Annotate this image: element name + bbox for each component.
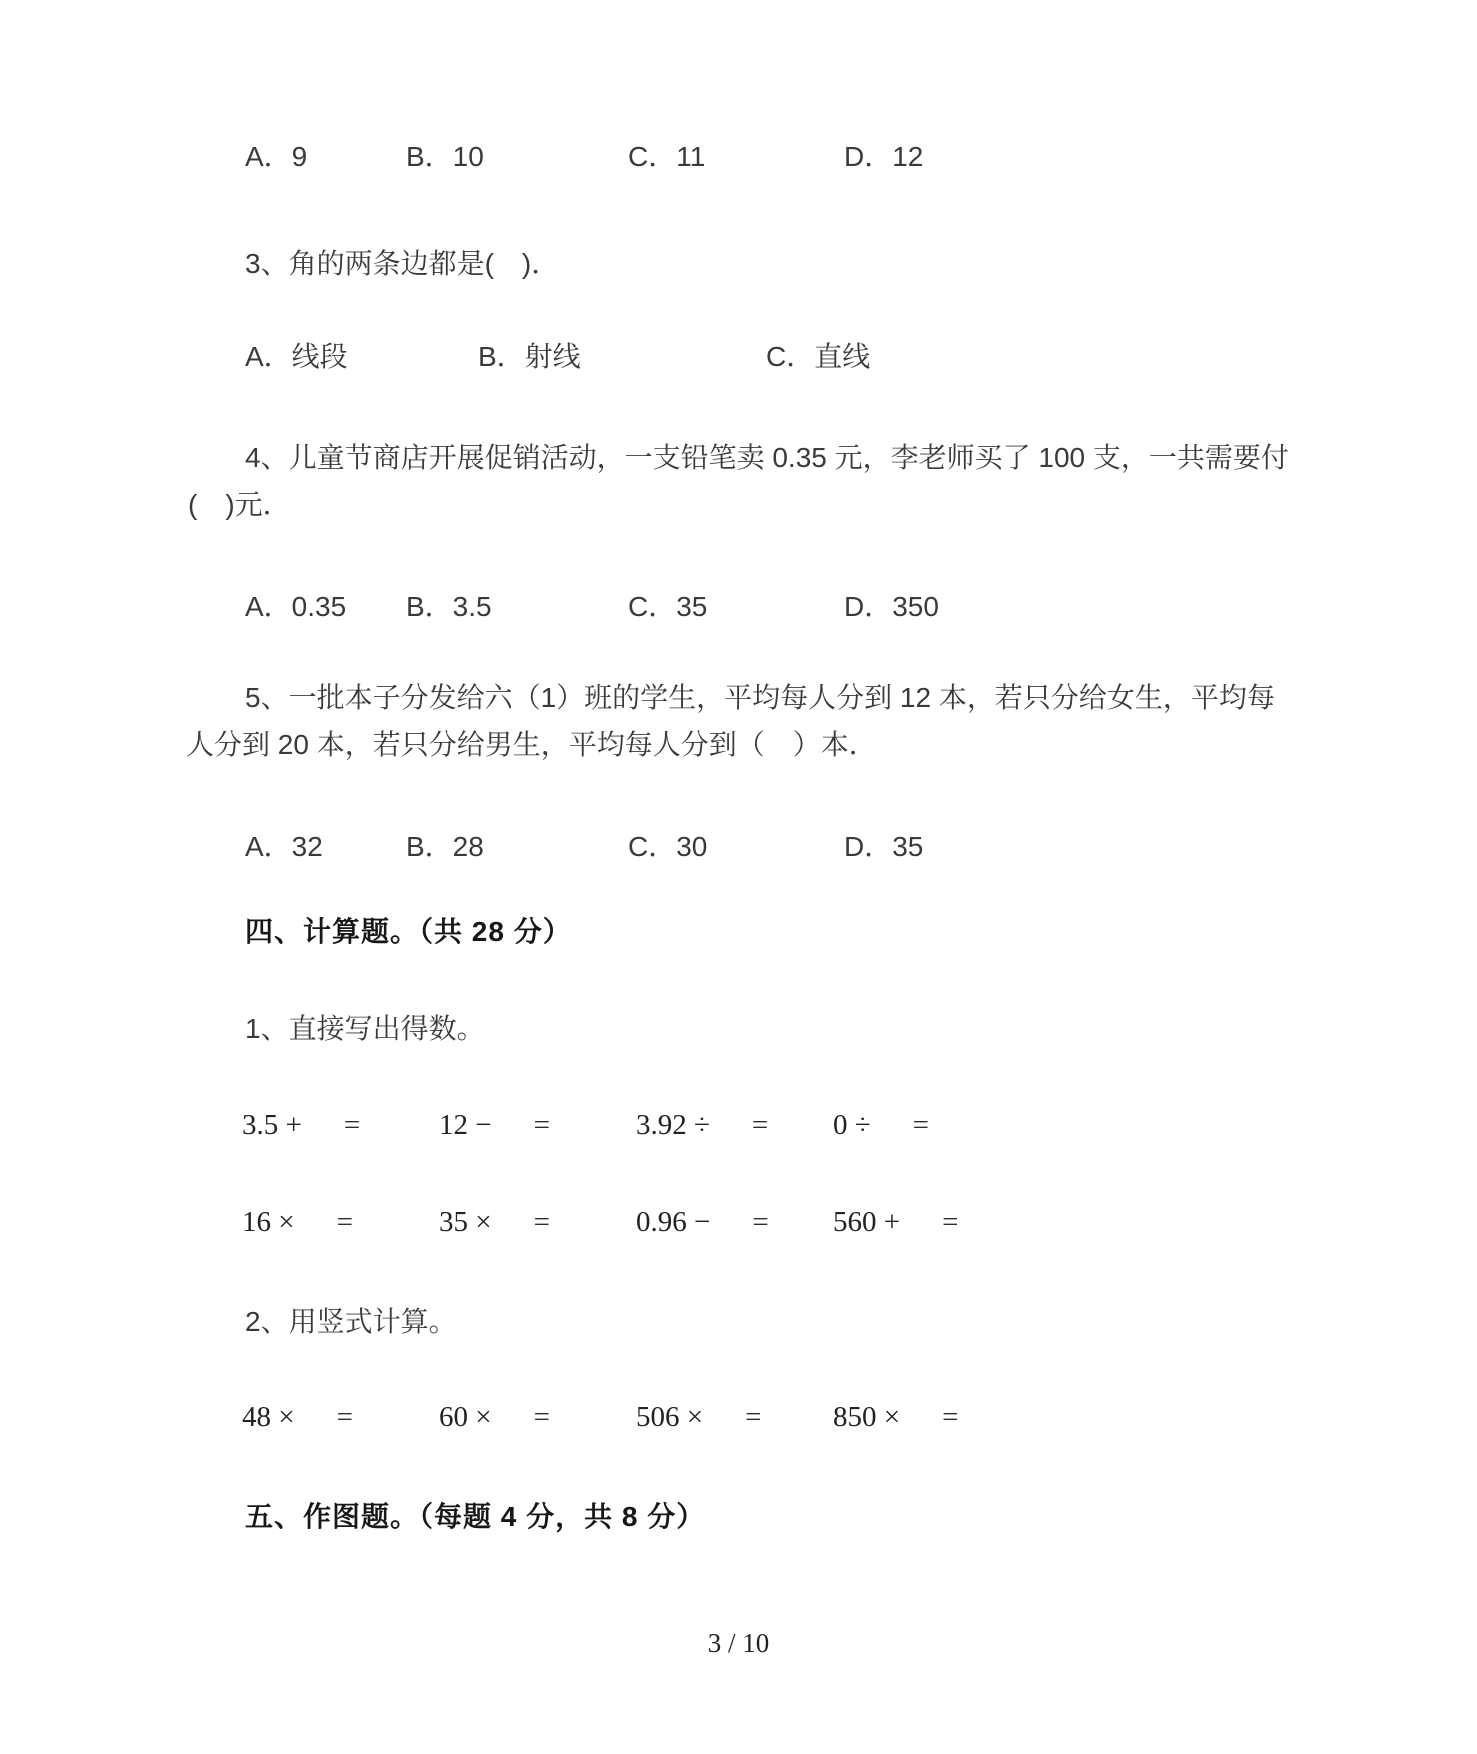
question3-text: 3、角的两条边都是( )． bbox=[245, 248, 560, 279]
equals-sign: = bbox=[912, 1109, 930, 1141]
math-expression bbox=[636, 1400, 833, 1434]
math-expression bbox=[833, 1108, 929, 1142]
q5-option-b: B．28 bbox=[406, 831, 484, 862]
q4-option-b: B．3.5 bbox=[406, 591, 492, 622]
equals-sign: = bbox=[343, 1109, 361, 1141]
expression-lhs: 48 × bbox=[242, 1401, 295, 1433]
q4-option-a: A．0.35 bbox=[245, 591, 347, 622]
math-expression bbox=[636, 1205, 833, 1239]
equals-sign: = bbox=[752, 1206, 769, 1238]
math-expression bbox=[242, 1400, 439, 1434]
equals-sign: = bbox=[942, 1206, 959, 1238]
direct-calc-row-2 bbox=[242, 1205, 958, 1239]
section4-sub2-title: 2、用竖式计算。 bbox=[245, 1306, 457, 1337]
math-expression bbox=[833, 1205, 958, 1239]
equals-sign: = bbox=[533, 1401, 550, 1433]
math-expression bbox=[439, 1400, 636, 1434]
math-expression bbox=[242, 1205, 439, 1239]
q2-option-a: A．9 bbox=[245, 141, 308, 172]
q5-option-a: A．32 bbox=[245, 831, 323, 862]
q3-option-b: B．射线 bbox=[478, 341, 581, 372]
q5-option-d: D．35 bbox=[844, 831, 924, 862]
expression-lhs: 0.96 − bbox=[636, 1206, 711, 1238]
q2-option-d: D．12 bbox=[844, 141, 924, 172]
section4-sub1-title: 1、直接写出得数。 bbox=[245, 1013, 485, 1044]
equals-sign: = bbox=[336, 1401, 353, 1433]
vertical-calc-row bbox=[242, 1400, 958, 1434]
q3-option-c: C．直线 bbox=[766, 341, 871, 372]
expression-lhs: 3.5 + bbox=[242, 1109, 302, 1141]
q5-option-c: C．30 bbox=[628, 831, 708, 862]
page-number: 3 / 10 bbox=[707, 1628, 770, 1658]
question5-options-row bbox=[245, 830, 923, 864]
expression-lhs: 0 ÷ bbox=[833, 1109, 871, 1141]
expression-lhs: 16 × bbox=[242, 1206, 295, 1238]
question4-text-line1: 4、儿童节商店开展促销活动，一支铅笔卖 0.35 元，李老师买了 100 支，一共需要付 bbox=[245, 442, 1289, 473]
q2-option-c: C．11 bbox=[628, 141, 706, 172]
question3-options-row bbox=[245, 340, 870, 374]
q2-option-b: B．10 bbox=[406, 141, 484, 172]
equals-sign: = bbox=[751, 1109, 769, 1141]
question4-options-row bbox=[245, 590, 939, 624]
q3-option-a: A．线段 bbox=[245, 341, 348, 372]
question4-text-line2: ( )元． bbox=[188, 489, 291, 520]
equals-sign: = bbox=[745, 1401, 762, 1433]
expression-lhs: 560 + bbox=[833, 1206, 901, 1238]
expression-lhs: 506 × bbox=[636, 1401, 704, 1433]
direct-calc-row-1 bbox=[242, 1108, 929, 1142]
expression-lhs: 850 × bbox=[833, 1401, 901, 1433]
q4-option-c: C．35 bbox=[628, 591, 708, 622]
equals-sign: = bbox=[336, 1206, 353, 1238]
question5-text-line1: 5、一批本子分发给六（1）班的学生，平均每人分到 12 本，若只分给女生，平均每 bbox=[245, 682, 1275, 713]
section4-heading: 四、计算题。（共 28 分） bbox=[245, 916, 572, 947]
math-expression bbox=[636, 1108, 833, 1142]
expression-lhs: 60 × bbox=[439, 1401, 492, 1433]
math-expression bbox=[439, 1205, 636, 1239]
expression-lhs: 3.92 ÷ bbox=[636, 1109, 710, 1141]
q4-option-d: D．350 bbox=[844, 591, 939, 622]
math-expression bbox=[439, 1108, 636, 1142]
expression-lhs: 35 × bbox=[439, 1206, 492, 1238]
expression-lhs: 12 − bbox=[439, 1109, 492, 1141]
equals-sign: = bbox=[942, 1401, 959, 1433]
equals-sign: = bbox=[533, 1109, 550, 1141]
equals-sign: = bbox=[533, 1206, 550, 1238]
math-expression bbox=[833, 1400, 958, 1434]
question2-options-row bbox=[245, 140, 923, 174]
question5-text-line2: 人分到 20 本，若只分给男生，平均每人分到（ ）本． bbox=[186, 729, 877, 760]
section5-heading: 五、作图题。（每题 4 分，共 8 分） bbox=[245, 1501, 706, 1532]
math-expression bbox=[242, 1108, 439, 1142]
